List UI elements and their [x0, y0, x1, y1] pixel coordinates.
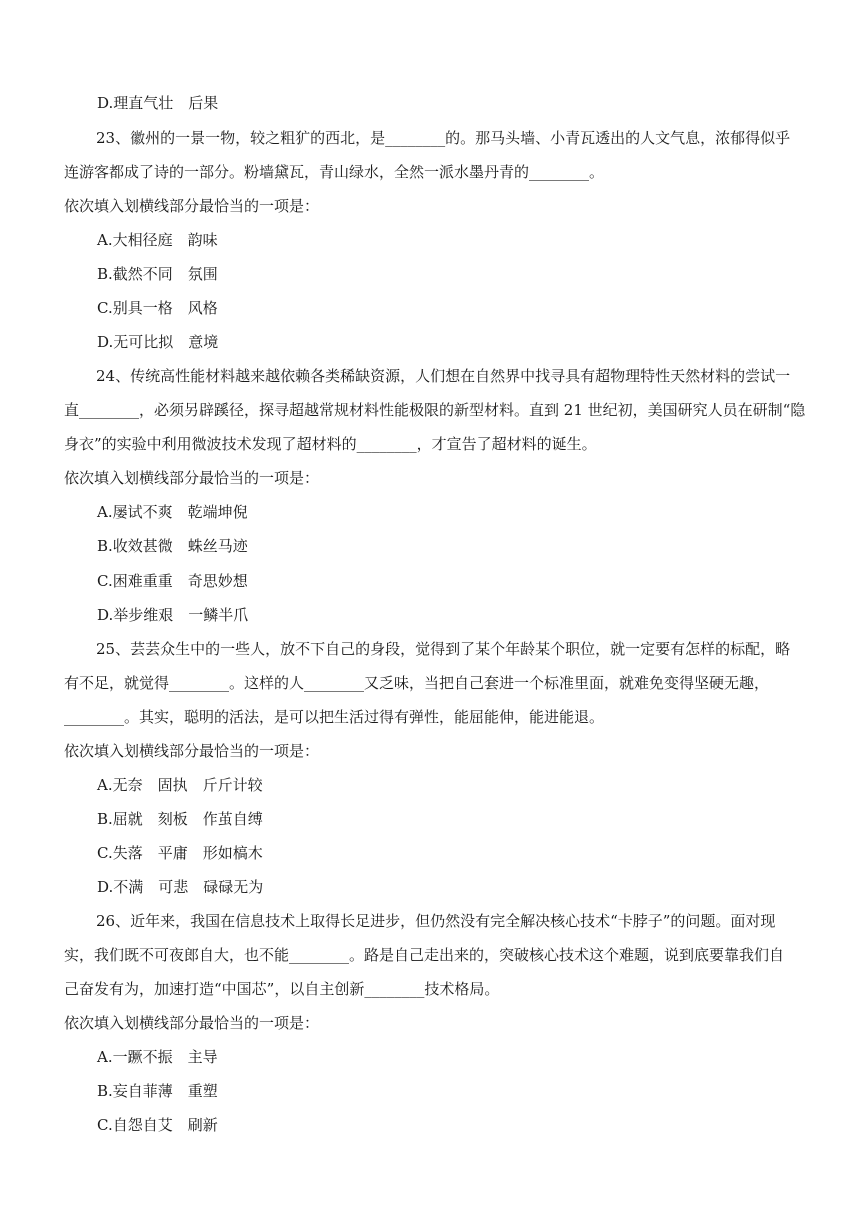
q25-stem-line-3: ________。其实，聪明的活法，是可以把生活过得有弹性，能屈能伸，能进能退。	[64, 708, 605, 726]
q26-option-b: B.妄自菲薄 重塑	[97, 1082, 218, 1100]
q23-option-a: A.大相径庭 韵味	[97, 231, 218, 249]
q23-prompt: 依次填入划横线部分最恰当的一项是：	[64, 197, 320, 215]
q26-option-c: C.自怨自艾 刷新	[97, 1116, 218, 1134]
q24-stem-line-3: 身衣”的实验中利用微波技术发现了超材料的________，才宣告了超材料的诞生。	[64, 435, 597, 453]
q25-prompt: 依次填入划横线部分最恰当的一项是：	[64, 742, 320, 760]
q24-stem-line-1: 24、传统高性能材料越来越依赖各类稀缺资源，人们想在自然界中找寻具有超物理特性天然材料的尝试一	[96, 367, 791, 385]
q23-option-d: D.无可比拟 意境	[97, 333, 219, 351]
q24-prompt: 依次填入划横线部分最恰当的一项是：	[64, 469, 320, 487]
q23-stem-line-2: 连游客都成了诗的一部分。粉墙黛瓦，青山绿水，全然一派水墨丹青的________。	[64, 163, 605, 181]
q25-option-a: A.无奈 固执 斤斤计较	[97, 776, 263, 794]
q26-stem-line-3: 己奋发有为，加速打造“中国芯”，以自主创新________技术格局。	[64, 980, 500, 998]
q24-option-d: D.举步维艰 一鳞半爪	[97, 606, 249, 624]
q25-option-d: D.不满 可悲 碌碌无为	[97, 878, 264, 896]
q24-option-a: A.屡试不爽 乾端坤倪	[97, 503, 248, 521]
q22-option-d: D.理直气壮 后果	[97, 94, 219, 112]
q23-stem-line-1: 23、徽州的一景一物，较之粗犷的西北，是________的。那马头墙、小青瓦透出的人文气息，浓郁得似乎	[96, 129, 791, 147]
q25-option-b: B.屈就 刻板 作茧自缚	[97, 810, 263, 828]
q25-stem-line-2: 有不足，就觉得________。这样的人________又乏味，当把自己套进一个标准里面，就难免变得坚硬无趣，	[64, 674, 770, 692]
q24-stem-line-2: 直________，必须另辟蹊径，探寻超越常规材料性能极限的新型材料。直到 21 世纪初，美国研究人员在研制“隐	[64, 401, 806, 419]
q23-option-b: B.截然不同 氛围	[97, 265, 218, 283]
q26-stem-line-1: 26、近年来，我国在信息技术上取得长足进步，但仍然没有完全解决核心技术“卡脖子”的问题。面对现	[96, 912, 776, 930]
q24-option-c: C.困难重重 奇思妙想	[97, 572, 248, 590]
q24-option-b: B.收效甚微 蛛丝马迹	[97, 537, 248, 555]
q25-option-c: C.失落 平庸 形如槁木	[97, 844, 263, 862]
q26-stem-line-2: 实，我们既不可夜郎自大，也不能________。路是自己走出来的，突破核心技术这个难题，说到底要靠我们自	[64, 946, 785, 964]
q26-prompt: 依次填入划横线部分最恰当的一项是：	[64, 1014, 320, 1032]
q23-option-c: C.别具一格 风格	[97, 299, 218, 317]
q26-option-a: A.一蹶不振 主导	[97, 1048, 218, 1066]
q25-stem-line-1: 25、芸芸众生中的一些人，放不下自己的身段，觉得到了某个年龄某个职位，就一定要有怎样的标配，略	[96, 640, 791, 658]
